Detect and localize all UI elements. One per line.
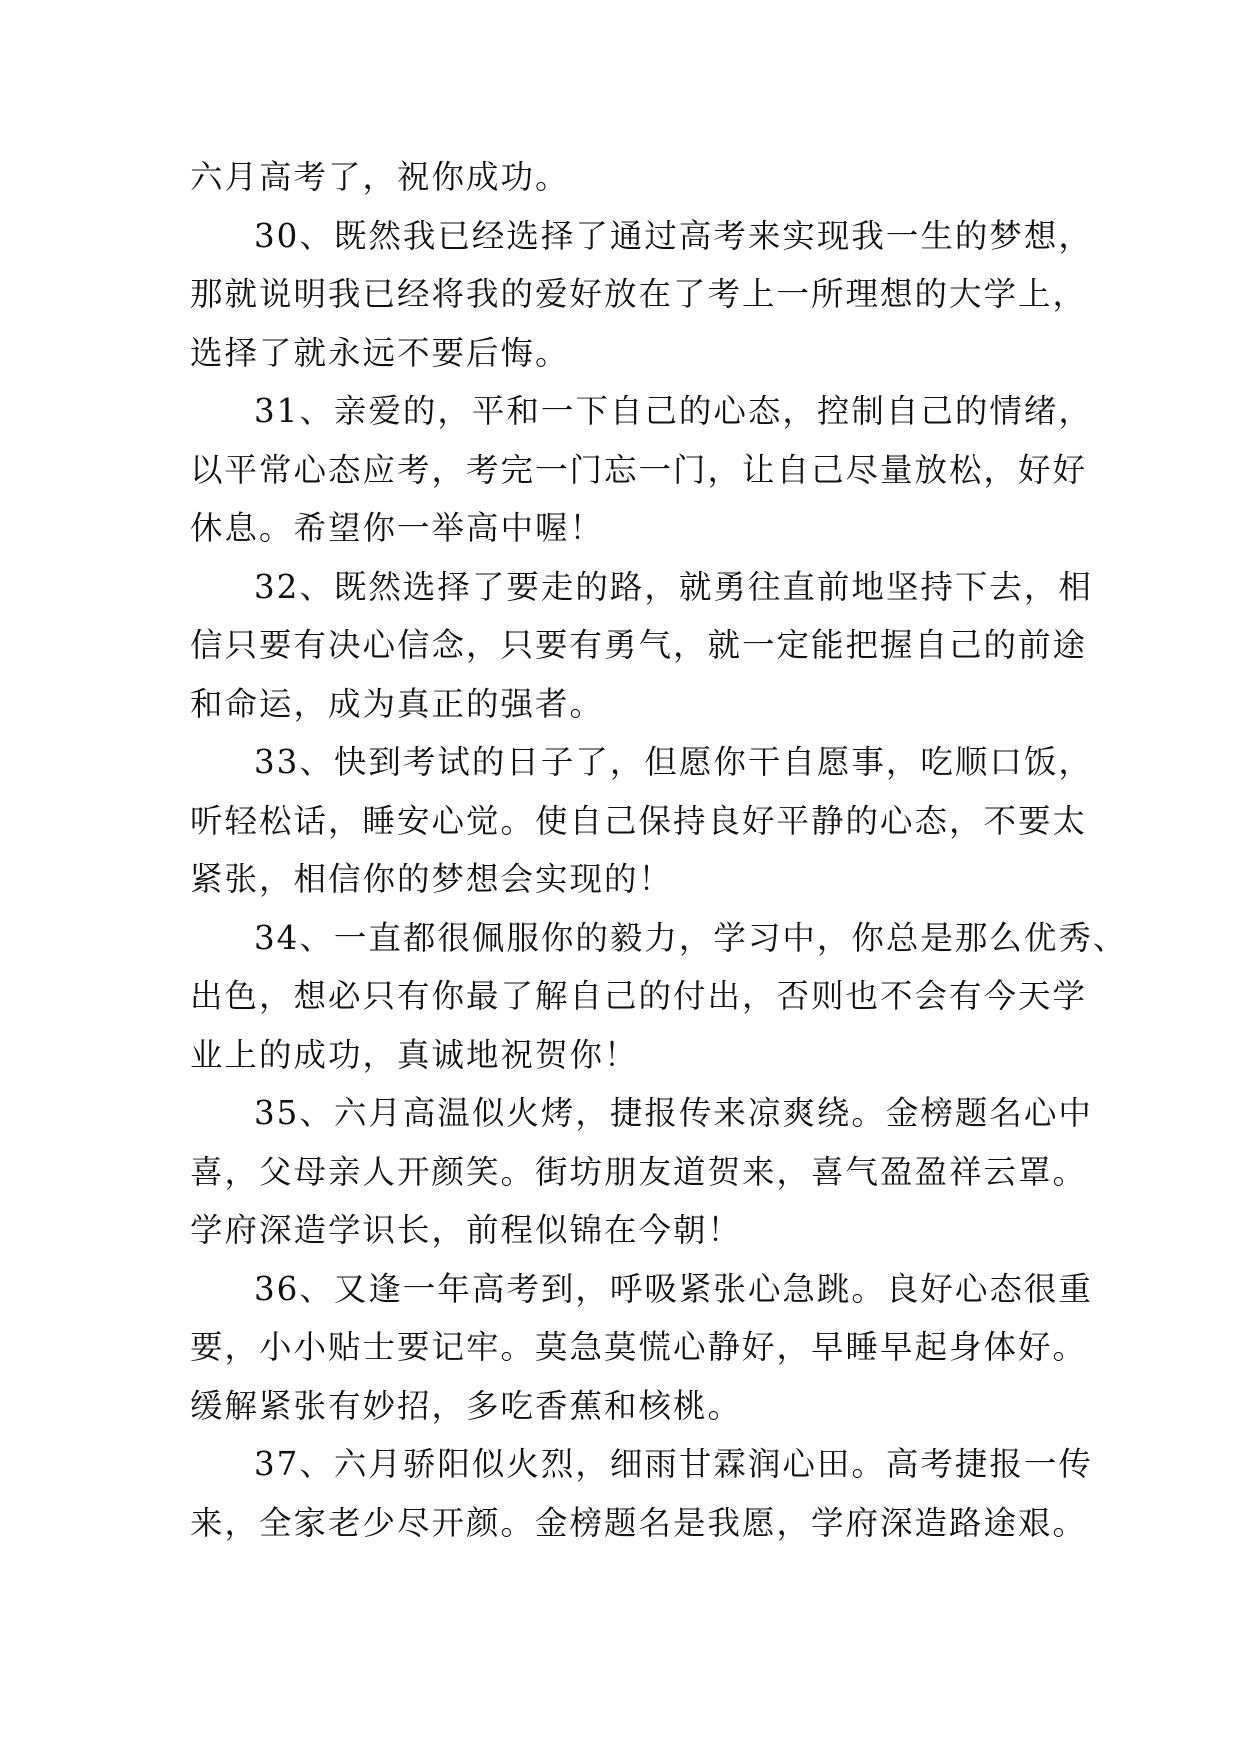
paragraph-36-line-1: 36、又逢一年高考到，呼吸紧张心急跳。良好心态很重 bbox=[254, 1269, 1093, 1308]
paragraph-34-line-1: 34、一直都很佩服你的毅力，学习中，你总是那么优秀、 bbox=[254, 918, 1128, 957]
paragraph-30-line-1: 30、既然我已经选择了通过高考来实现我一生的梦想， bbox=[254, 216, 1093, 255]
text-line: 学府深造学识长，前程似锦在今朝！ bbox=[190, 1211, 743, 1249]
paragraph-32-line-1: 32、既然选择了要走的路，就勇往直前地坚持下去，相 bbox=[254, 567, 1093, 606]
text-line: 六月高考了，祝你成功。 bbox=[190, 158, 570, 196]
text-line: 休息。希望你一举高中喔！ bbox=[190, 509, 605, 547]
text-line: 要，小小贴士要记牢。莫急莫慌心静好，早睡早起身体好。 bbox=[190, 1328, 1088, 1366]
text-line: 出色，想必只有你最了解自己的付出，否则也不会有今天学 bbox=[190, 977, 1088, 1015]
paragraph-33-line-1: 33、快到考试的日子了，但愿你干自愿事，吃顺口饭， bbox=[254, 743, 1093, 781]
text-line: 和命运，成为真正的强者。 bbox=[190, 684, 605, 723]
text-line: 喜，父母亲人开颜笑。街坊朋友道贺来，喜气盈盈祥云罩。 bbox=[190, 1152, 1088, 1191]
text-line: 信只要有决心信念，只要有勇气，就一定能把握自己的前途 bbox=[190, 626, 1088, 664]
document-body bbox=[190, 148, 1128, 1552]
text-line: 业上的成功，真诚地祝贺你！ bbox=[190, 1035, 639, 1074]
text-line: 那就说明我已经将我的爱好放在了考上一所理想的大学上， bbox=[190, 275, 1088, 313]
text-line: 选择了就永远不要后悔。 bbox=[190, 333, 570, 372]
paragraph-35-line-1: 35、六月高温似火烤，捷报传来凉爽绕。金榜题名心中 bbox=[254, 1094, 1093, 1132]
text-line: 紧张，相信你的梦想会实现的！ bbox=[190, 860, 674, 898]
text-line: 以平常心态应考，考完一门忘一门，让自己尽量放松，好好 bbox=[190, 450, 1088, 489]
text-line: 来，全家老少尽开颜。金榜题名是我愿，学府深造路途艰。 bbox=[190, 1503, 1088, 1542]
text-line: 缓解紧张有妙招，多吃香蕉和核桃。 bbox=[190, 1386, 743, 1425]
paragraph-31-line-1: 31、亲爱的，平和一下自己的心态，控制自己的情绪， bbox=[254, 392, 1093, 430]
paragraph-37-line-1: 37、六月骄阳似火烈，细雨甘霖润心田。高考捷报一传 bbox=[254, 1445, 1093, 1483]
text-line: 听轻松话，睡安心觉。使自己保持良好平静的心态，不要太 bbox=[190, 801, 1088, 840]
